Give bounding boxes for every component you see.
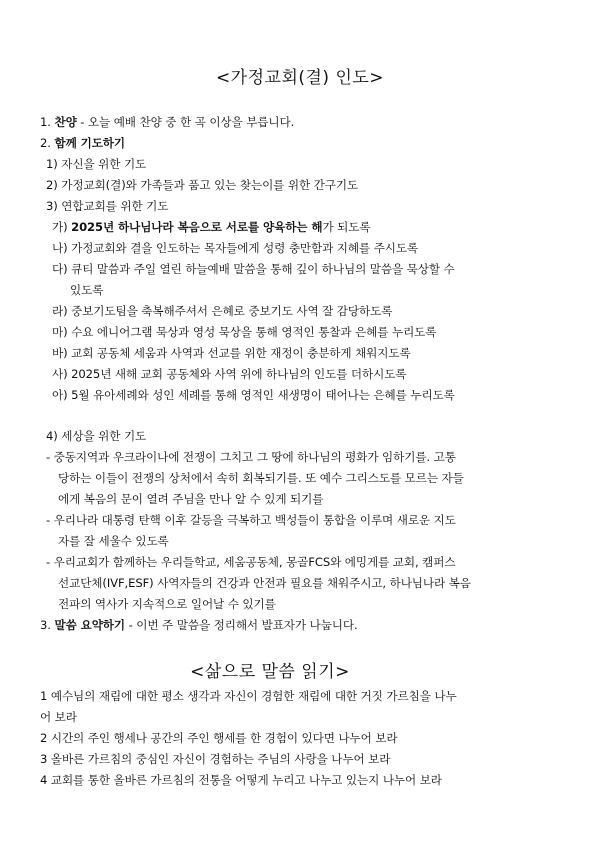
prayer-subitem: 라) 중보기도팀을 축복해주셔서 은혜로 중보기도 사역 잘 감당하도록 <box>52 304 393 318</box>
prayer-item: 2) 가정교회(결)와 가족들과 품고 있는 찾는이를 위한 간구기도 <box>46 178 359 192</box>
section-heading: 말씀 요약하기 <box>54 618 126 632</box>
prayer-subitem: 바) 교회 공동체 세움과 사역과 선교를 위한 재정이 충분하게 채워지도록 <box>52 346 411 360</box>
prayer-subitem-continued: 있도록 <box>70 283 104 297</box>
world-prayer-line: 당하는 이들이 전쟁의 상처에서 속히 회복되기를. 또 예수 그리스도를 모르는 자들 <box>58 471 464 485</box>
question-line: 3 올바른 가르침의 중심인 자신이 경험하는 주님의 사랑을 나누어 보라 <box>40 752 391 766</box>
section-number: 3. <box>40 618 51 632</box>
question-line: 어 보라 <box>40 710 77 724</box>
section-summary <box>40 617 358 633</box>
prayer-subitem: 다) 큐티 말씀과 주일 열린 하늘예배 말씀을 통해 깊이 하나님의 말씀을 묵상할 수 <box>52 262 455 276</box>
prayer-item: 1) 자신을 위한 기도 <box>46 157 147 171</box>
section-heading: 함께 기도하기 <box>54 136 126 150</box>
section-text: - 오늘 예배 찬양 중 한 곡 이상을 부릅니다. <box>76 115 295 129</box>
world-prayer-line: 에게 복음의 문이 열려 주님을 만나 알 수 있게 되기를 <box>58 492 324 506</box>
page-title: <가정교회(결) 인도> <box>215 68 385 88</box>
subitem-text: 가 되도록 <box>322 220 371 234</box>
question-line: 4 교회를 통한 올바른 가르침의 전통을 어떻게 누리고 나누고 있는지 나누어 보라 <box>40 773 442 787</box>
world-prayer-line: 자를 잘 세울수 있도록 <box>58 534 169 548</box>
prayer-subitem: 아) 5월 유아세례와 성인 세례를 통해 영적인 새생명이 태어나는 은혜를 누리도록 <box>52 388 455 402</box>
world-prayer-line: 전파의 역사가 지속적으로 일어날 수 있기를 <box>58 597 276 611</box>
world-prayer-line: - 중동지역과 우크라이나에 전쟁이 그치고 그 땅에 하나님의 평화가 임하기를. 고통 <box>46 450 456 464</box>
section-number: 1. <box>40 115 51 129</box>
prayer-subitem: 마) 수요 에니어그램 묵상과 영성 묵상을 통해 영적인 통찰과 은혜를 누리도록 <box>52 325 437 339</box>
section-heading: 찬양 <box>54 115 77 129</box>
question-line: 2 시간의 주인 행세나 공간의 주인 행세를 한 경험이 있다면 나누어 보라 <box>40 731 398 745</box>
prayer-item: 3) 연합교회를 위한 기도 <box>46 199 169 213</box>
section-number: 2. <box>40 136 51 150</box>
section-praise <box>40 114 294 130</box>
question-line: 1 예수님의 재림에 대한 평소 생각과 자신이 경험한 재림에 대한 거짓 가르침을 나누 <box>40 689 457 703</box>
section-title: <삶으로 말씀 읽기> <box>190 662 350 682</box>
prayer-subitem: 나) 가정교회와 결을 인도하는 목자들에게 성령 충만함과 지혜를 주시도록 <box>52 241 419 255</box>
subitem-emphasis: 2025년 하나님나라 복음으로 서로를 양육하는 해 <box>71 220 323 234</box>
world-prayer-line: 선교단체(IVF,ESF) 사역자들의 건강과 안전과 필요를 채워주시고, 하나님나라 복음 <box>58 576 471 590</box>
section-text: - 이번 주 말씀을 정리해서 발표자가 나눕니다. <box>125 618 358 632</box>
subitem-marker: 가) <box>52 220 72 234</box>
prayer-subitem <box>52 219 370 235</box>
world-prayer-line: - 우리나라 대통령 탄핵 이후 갈등을 극복하고 백성들이 통합을 이루며 새로운 지도 <box>46 513 456 527</box>
section-prayer <box>40 135 125 151</box>
world-prayer-line: - 우리교회가 함께하는 우리들학교, 세움공동체, 몽골FCS와 에밍게를 교회, 캠퍼스 <box>46 555 456 569</box>
prayer-item: 4) 세상을 위한 기도 <box>46 429 147 443</box>
prayer-subitem: 사) 2025년 새해 교회 공동체와 사역 위에 하나님의 인도를 더하시도록 <box>52 367 407 381</box>
